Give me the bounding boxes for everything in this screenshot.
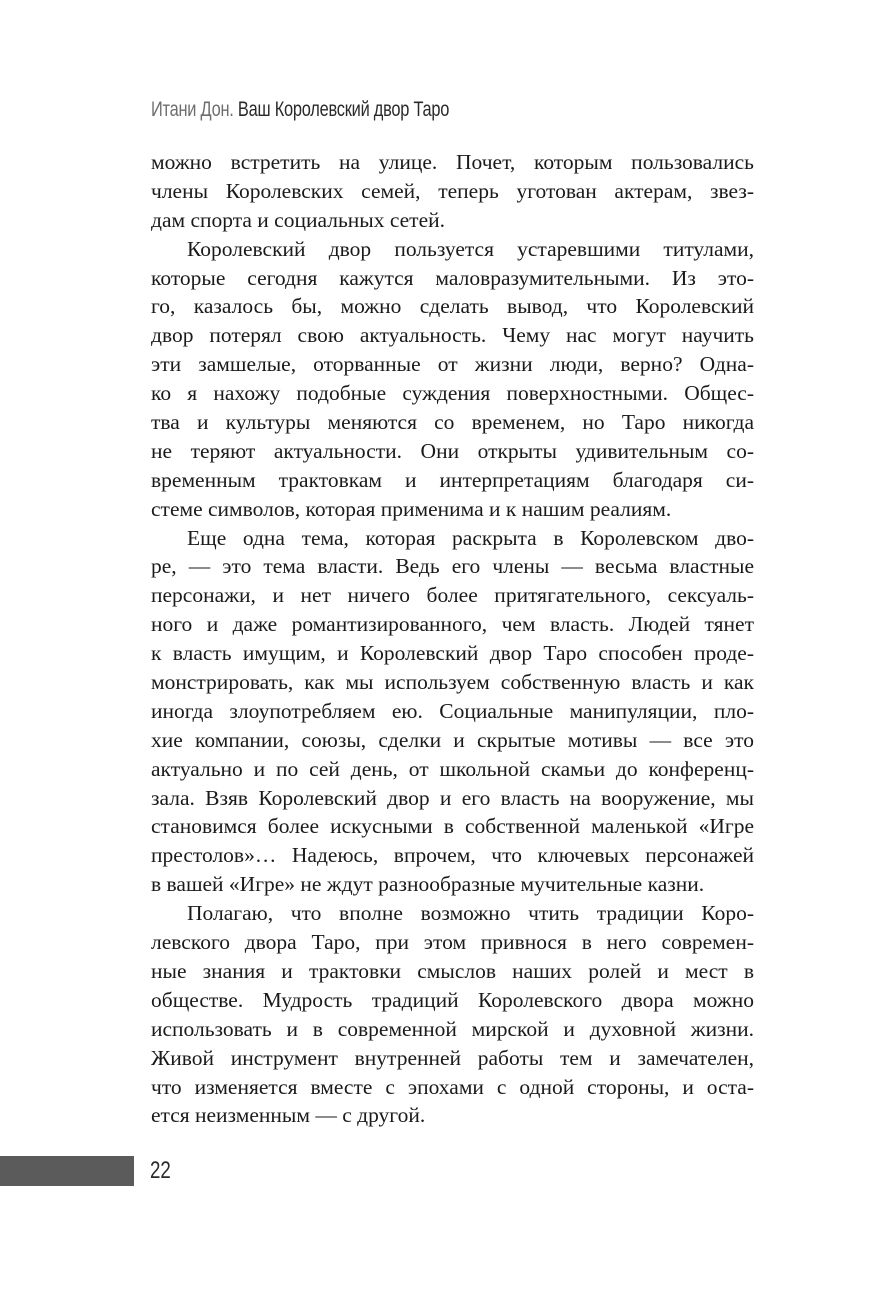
text-line: Полагаю, что вполне возможно чтить традиции Коро-	[187, 901, 754, 926]
text-line: Живой инструмент внутренней работы тем и замечателен,	[151, 1045, 754, 1070]
paragraph	[151, 524, 754, 900]
text-line: престолов»… Надеюсь, впрочем, что ключевых персонажей	[151, 843, 754, 868]
text-line: обществе. Мудрость традиций Королевского двора можно	[151, 987, 754, 1012]
text-line: члены Королевских семей, теперь уготован актерам, звез-	[151, 178, 754, 203]
text-line: становимся более искусными в собственной маленькой «Игре	[151, 814, 754, 839]
text-line: эти замшелые, оторванные от жизни люди, верно? Одна-	[151, 352, 754, 377]
text-line: персонажи, и нет ничего более притягательного, сексуаль-	[151, 583, 754, 608]
text-line: стеме символов, которая применима и к нашим реалиям.	[151, 496, 672, 521]
text-line: к власть имущим, и Королевский двор Таро способен проде-	[151, 641, 754, 666]
text-line: можно встретить на улице. Почет, которым пользовались	[151, 150, 754, 174]
text-line: ные знания и трактовки смыслов наших ролей и мест в	[151, 958, 754, 983]
text-line: хие компании, союзы, сделки и скрытые мотивы — все это	[151, 727, 754, 752]
text-line: иногда злоупотребляем ею. Социальные манипуляции, пло-	[151, 698, 754, 723]
paragraph	[151, 235, 754, 524]
running-head-title: Ваш Королевский двор Таро	[237, 98, 450, 121]
paragraph	[151, 148, 754, 235]
text-line: в вашей «Игре» не ждут разнообразные мучительные казни.	[151, 872, 705, 897]
text-line: использовать и в современной мирской и духовной жизни.	[151, 1016, 754, 1041]
text-line: ко я нахожу подобные суждения поверхностными. Общес-	[151, 381, 754, 406]
text-line: зала. Взяв Королевский двор и его власть на вооружение, мы	[151, 785, 754, 810]
text-line: ного и даже романтизированного, чем власть. Людей тянет	[151, 612, 754, 637]
text-line: тва и культуры меняются со временем, но Таро никогда	[151, 410, 754, 435]
body-text	[151, 148, 754, 1130]
page-number: 22	[150, 1157, 171, 1184]
running-head-author: Итани Дон.	[151, 98, 234, 121]
text-line: ре, — это тема власти. Ведь его члены — весьма властные	[151, 554, 754, 579]
text-line: актуально и по сей день, от школьной скамьи до конференц-	[151, 756, 754, 781]
text-line: которые сегодня кажутся маловразумительными. Из это-	[151, 265, 754, 290]
paragraph	[151, 899, 754, 1130]
text-line: Еще одна тема, которая раскрыта в Королевском дво-	[187, 525, 754, 550]
text-line: ется неизменным — с другой.	[151, 1103, 426, 1128]
text-line: го, казалось бы, можно сделать вывод, что Королевский	[151, 294, 754, 319]
text-line: Королевский двор пользуется устаревшими титулами,	[187, 236, 754, 261]
text-line: левского двора Таро, при этом привнося в него современ-	[151, 930, 754, 955]
folio-bar	[0, 1156, 134, 1186]
running-head	[151, 98, 449, 122]
text-line: временным трактовкам и интерпретациям благодаря си-	[151, 467, 754, 492]
text-line: что изменяется вместе с эпохами с одной стороны, и оста-	[151, 1074, 754, 1099]
text-line: не теряют актуальности. Они открыты удивительным со-	[151, 438, 754, 463]
text-line: двор потерял свою актуальность. Чему нас могут научить	[151, 323, 754, 348]
text-line: монстрировать, как мы используем собственную власть и как	[151, 670, 754, 695]
text-line: дам спорта и социальных сетей.	[151, 207, 445, 232]
